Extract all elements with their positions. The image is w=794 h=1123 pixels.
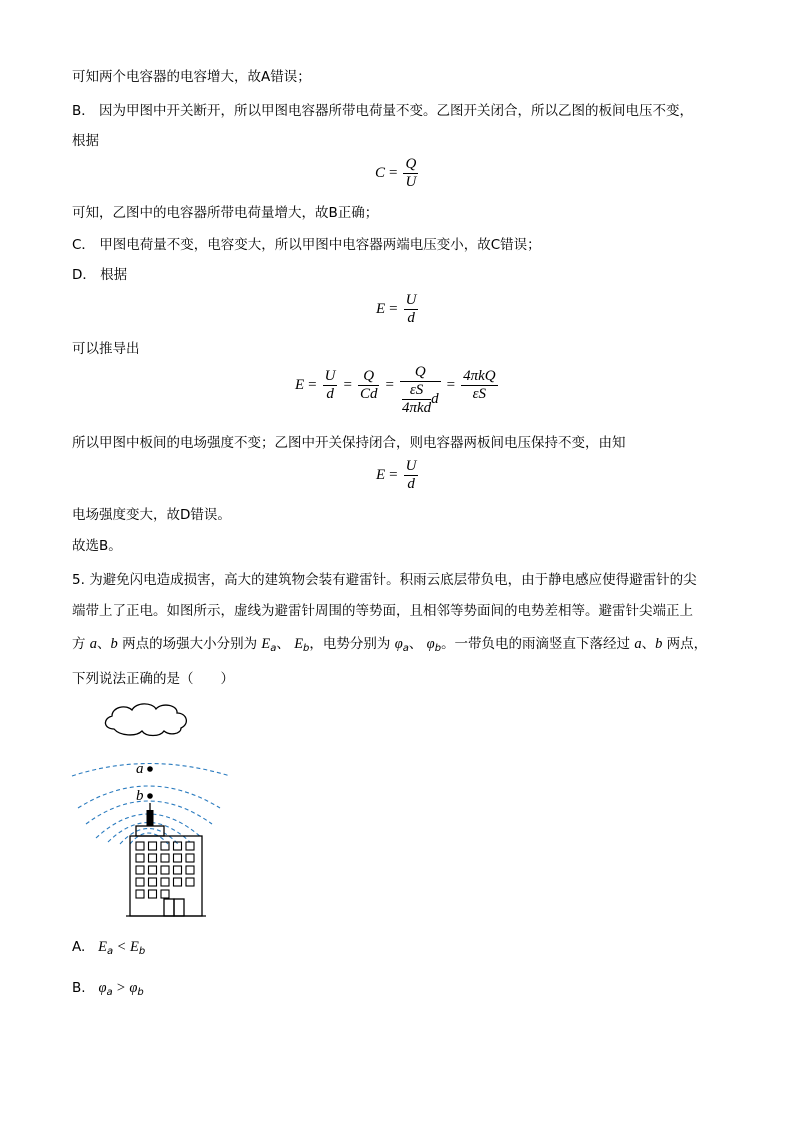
building-window	[149, 890, 157, 898]
solution-line-b-reason: B． 因为甲图中开关断开，所以甲图电容器所带电荷量不变。乙图开关闭合，所以乙图的板间电压不变，	[72, 103, 694, 119]
equipotential-lines	[72, 764, 230, 845]
question-text-2: 端带上了正电。如图所示，虚线为避雷针周围的等势面，且相邻等势面间的电势差相等。避雷针尖端正上	[72, 603, 693, 619]
formula-derivation: E = $\frac{U}{d}$ = $\frac{Q}{Cd}$ = Q εS 4πkd d = $\frac{\text{4πkQ}}{\varepsilon S}$	[295, 364, 496, 416]
point-b-label: b	[136, 788, 144, 804]
question-text-3: 方 a、b 两点的场强大小分别为 $E_a$、 $E_b$，电势分别为 $\varphi_a$、 $\varphi_b$。一带负电的雨滴竖直下落经过 a、b 两点，	[72, 636, 708, 654]
solution-line-c: C． 甲图电荷量不变，电容变大，所以甲图中电容器两端电压变小，故C错误；	[72, 237, 541, 253]
solution-line-a: 可知两个电容器的电容增大，故A错误；	[72, 69, 311, 85]
building-window	[149, 854, 157, 862]
building-window	[186, 866, 194, 874]
cloud-shape	[105, 704, 186, 736]
lightning-rod-figure	[70, 698, 240, 922]
solution-line-answer: 故选B。	[72, 538, 122, 554]
building-window	[174, 854, 182, 862]
option-a[interactable]: A. $E_a < E_b$	[72, 939, 146, 957]
building-window	[174, 878, 182, 886]
building-window	[136, 890, 144, 898]
point-a-dot	[147, 766, 153, 772]
question-text-1: 5. 为避免闪电造成损害，高大的建筑物会装有避雷针。积雨云底层带负电，由于静电感应使得避雷针的尖	[72, 572, 697, 588]
point-a-label: a	[136, 761, 144, 777]
building-window	[174, 866, 182, 874]
building-window	[186, 842, 194, 850]
building-window	[186, 854, 194, 862]
building	[126, 836, 206, 916]
building-window	[149, 878, 157, 886]
point-b-dot	[147, 793, 153, 799]
question-text-4: 下列说法正确的是（ ）	[72, 671, 234, 687]
formula-field-2: E = $\frac{U}{d}$	[376, 458, 417, 492]
solution-line-d-basis: D． 根据	[72, 267, 128, 283]
building-window	[161, 878, 169, 886]
building-window	[136, 878, 144, 886]
building-window	[186, 878, 194, 886]
building-window	[136, 854, 144, 862]
building-window	[136, 866, 144, 874]
building-window	[149, 866, 157, 874]
solution-line-field: 所以甲图中板间的电场强度不变；乙图中开关保持闭合，则电容器两板间电压保持不变，由知	[72, 435, 626, 451]
building-window	[161, 854, 169, 862]
solution-line-derive: 可以推导出	[72, 341, 140, 357]
solution-line-field-conclusion: 电场强度变大，故D错误。	[72, 507, 231, 523]
building-window	[161, 890, 169, 898]
building-window	[149, 842, 157, 850]
building-window	[136, 842, 144, 850]
solution-line-b-basis: 根据	[72, 133, 99, 149]
formula-capacitance: C = $\frac{Q}{U}$	[375, 156, 417, 190]
option-b[interactable]: B. $\varphi_a > \varphi_b$	[72, 980, 144, 998]
formula-field-1: E = $\frac{U}{d}$	[376, 292, 417, 326]
solution-line-b-conclusion: 可知，乙图中的电容器所带电荷量增大，故B正确；	[72, 205, 379, 221]
building-window	[161, 866, 169, 874]
